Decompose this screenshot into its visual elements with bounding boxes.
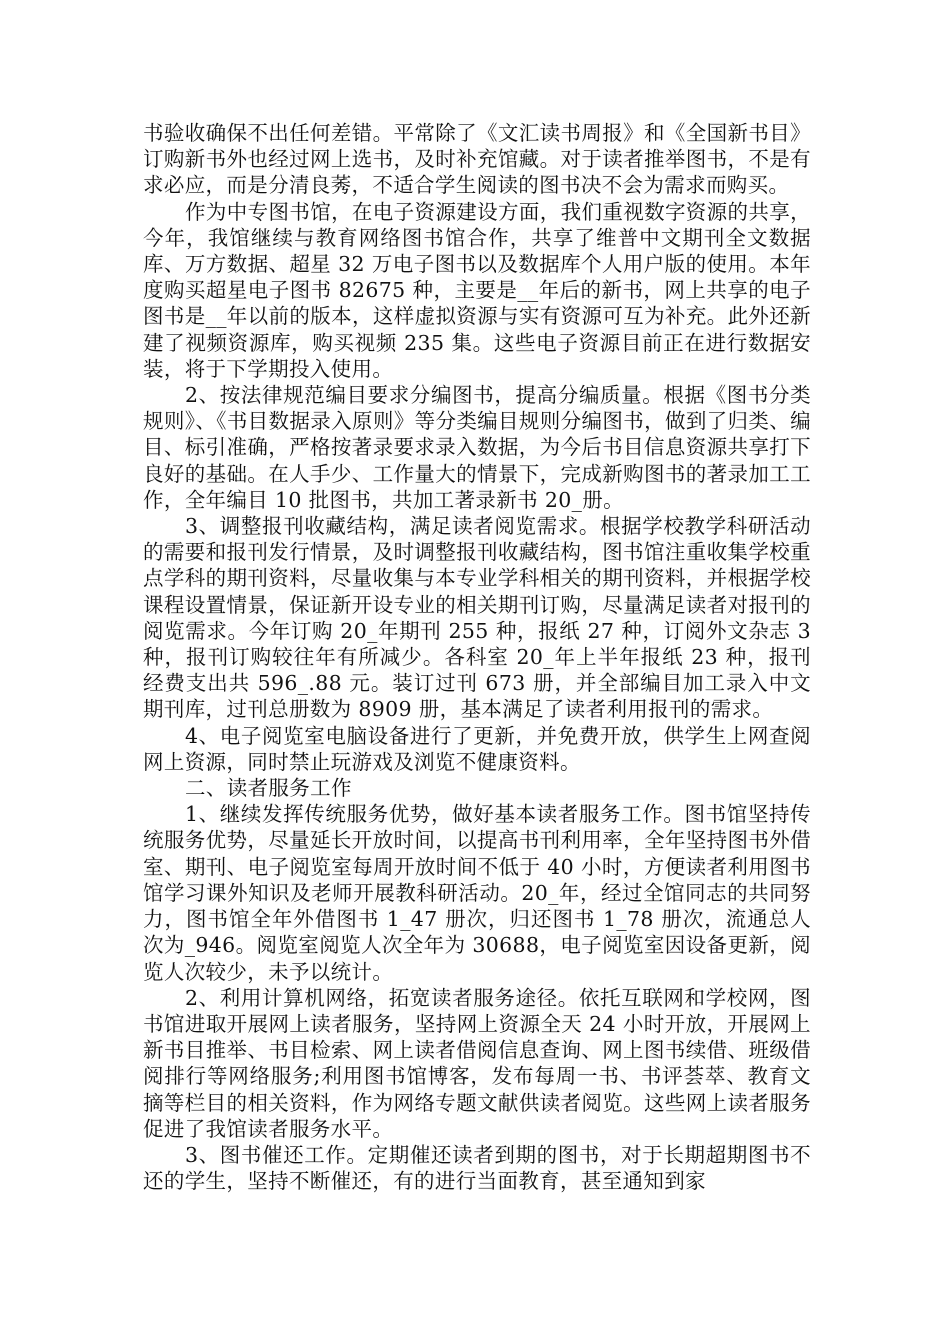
document-body	[143, 120, 811, 1194]
paragraph-5: 4、电子阅览室电脑设备进行了更新，并免费开放，供学生上网查阅网上资源，同时禁止玩游戏及浏览不健康资料。	[143, 723, 811, 774]
paragraph-8: 3、图书催还工作。定期催还读者到期的图书，对于长期超期图书不还的学生，坚持不断催还，有的进行当面教育，甚至通知到家	[143, 1142, 811, 1194]
paragraph-4: 3、调整报刊收藏结构，满足读者阅览需求。根据学校教学科研活动的需要和报刊发行情景，及时调整报刊收藏结构，图书馆注重收集学校重点学科的期刊资料，尽量收集与本专业学科相关的期刊资料，并根据学校课程设置情景，保证新开设专业的相关期刊订购，尽量满足读者对报刊的阅览需求。今年订购 20_年期刊 255 种，报纸 27 种，订阅外文杂志 3 种，报刊订购较往年有所减少。各科室 20_年上半年报纸 23 种，报刊经费支出共 596_.88 元。装订过刊 673 册，并全部编目加工录入中文期刊库，过刊总册数为 8909 册，基本满足了读者利用报刊的需求。	[143, 514, 811, 722]
paragraph-3: 2、按法律规范编目要求分编图书，提高分编质量。根据《图书分类规则》、《书目数据录入原则》等分类编目规则分编图书，做到了归类、编目、标引准确，严格按著录要求录入数据，为今后书目信息资源共享打下良好的基础。在人手少、工作量大的情景下，完成新购图书的著录加工工作，全年编目 10 批图书，共加工著录新书 20_册。	[143, 383, 811, 512]
paragraph-2: 作为中专图书馆，在电子资源建设方面，我们重视数字资源的共享，今年，我馆继续与教育网络图书馆合作，共享了维普中文期刊全文数据库、万方数据、超星 32 万电子图书以及数据库个人用户版的使用。本年度购买超星电子图书 82675 种，主要是__年后的新书，网上共享的电子图书是__年以前的版本，这样虚拟资源与实有资源可互为补充。此外还新建了视频资源库，购买视频 235 集。这些电子资源目前正在进行数据安装，将于下学期投入使用。	[143, 199, 811, 381]
paragraph-1: 书验收确保不出任何差错。平常除了《文汇读书周报》和《全国新书目》订购新书外也经过网上选书，及时补充馆藏。对于读者推举图书，不是有求必应，而是分清良莠，不适合学生阅读的图书决不会为需求而购买。	[143, 121, 811, 198]
paragraph-7: 2、利用计算机网络，拓宽读者服务途径。依托互联网和学校网，图书馆进取开展网上读者服务，坚持网上资源全天 24 小时开放，开展网上新书目推举、书目检索、网上读者借阅信息查询、网上图书续借、班级借阅排行等网络服务;利用图书馆博客，发布每周一书、书评荟萃、教育文摘等栏目的相关资料，作为网络专题文献供读者阅览。这些网上读者服务促进了我馆读者服务水平。	[143, 985, 811, 1141]
paragraph-6: 1、继续发挥传统服务优势，做好基本读者服务工作。图书馆坚持传统服务优势，尽量延长开放时间，以提高书刊利用率，全年坚持图书外借室、期刊、电子阅览室每周开放时间不低于 40 小时，方便读者利用图书馆学习课外知识及老师开展教科研活动。20_年，经过全馆同志的共同努力，图书馆全年外借图书 1_47 册次，归还图书 1_78 册次，流通总人次为_946。阅览室阅览人次全年为 30688，电子阅览室因设备更新，阅览人次较少，未予以统计。	[143, 802, 811, 984]
section-heading: 二、读者服务工作	[185, 776, 352, 801]
